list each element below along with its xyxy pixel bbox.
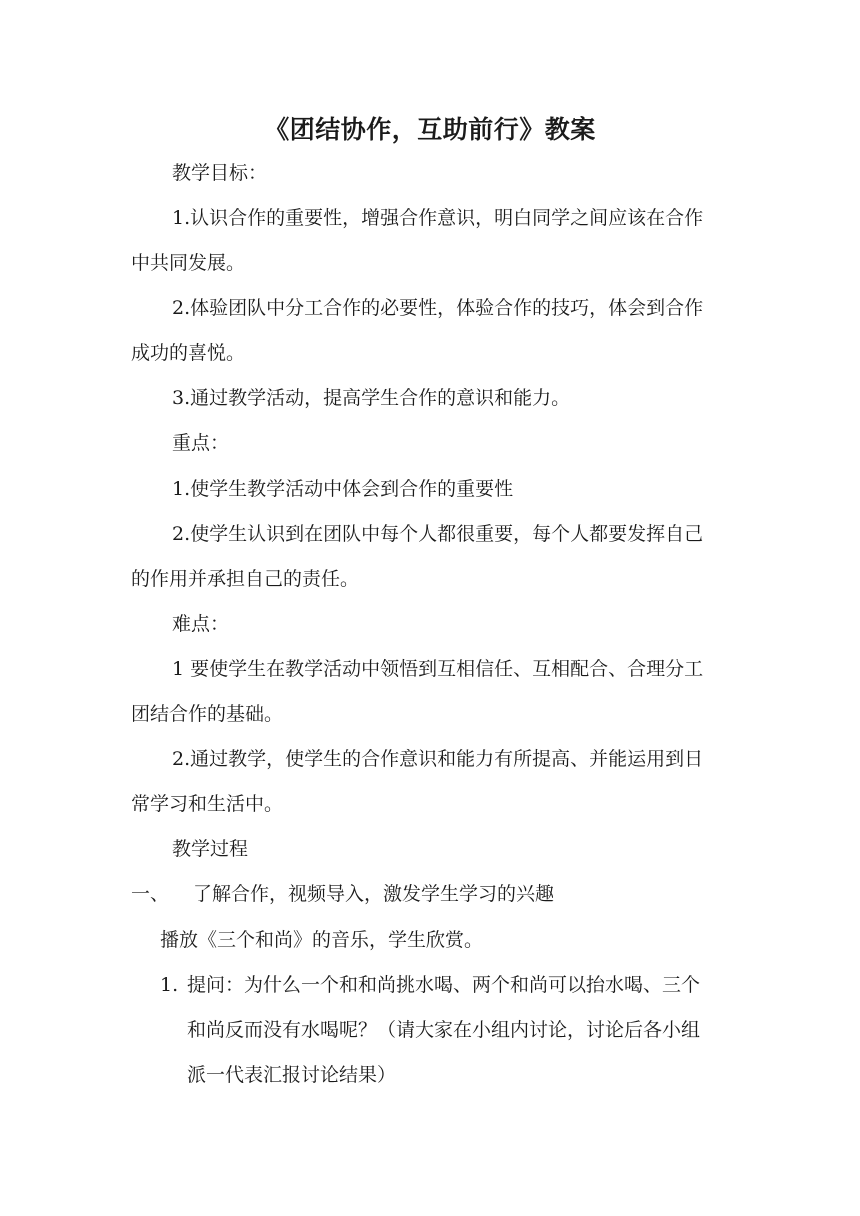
section-1-title: 了解合作，视频导入，激发学生学习的兴趣 bbox=[193, 883, 555, 905]
difficulty-2-line-1: 2.通过教学，使学生的合作意识和能力有所提高、并能运用到日 bbox=[172, 748, 704, 770]
document-title: 《团结协作，互助前行》教案 bbox=[264, 115, 596, 144]
process-heading: 教学过程 bbox=[172, 838, 249, 860]
objective-3: 3.通过教学活动，提高学生合作的意识和能力。 bbox=[172, 387, 571, 409]
objective-1-line-2: 中共同发展。 bbox=[131, 252, 246, 274]
key-point-2-line-2: 的作用并承担自己的责任。 bbox=[131, 568, 360, 590]
objective-2-line-1: 2.体验团队中分工合作的必要性，体验合作的技巧，体会到合作 bbox=[172, 297, 704, 319]
list-item-1-line-3: 派一代表汇报讨论结果） bbox=[187, 1064, 397, 1086]
difficulty-1-line-2: 团结合作的基础。 bbox=[131, 703, 284, 725]
key-points-heading: 重点： bbox=[172, 432, 230, 454]
list-item-1-line-1: 提问：为什么一个和和尚挑水喝、两个和尚可以抬水喝、三个 bbox=[187, 974, 701, 996]
section-1-number: 一、 bbox=[131, 883, 170, 905]
key-point-1: 1.使学生教学活动中体会到合作的重要性 bbox=[172, 478, 514, 500]
difficulty-1-line-1: 1 要使学生在教学活动中领悟到互相信任、互相配合、合理分工 bbox=[172, 658, 704, 680]
key-point-2-line-1: 2.使学生认识到在团队中每个人都很重要，每个人都要发挥自己 bbox=[172, 523, 704, 545]
objectives-heading: 教学目标： bbox=[172, 162, 268, 184]
play-instruction: 播放《三个和尚》的音乐，学生欣赏。 bbox=[160, 929, 484, 951]
list-item-1-number: 1. bbox=[160, 974, 179, 996]
list-item-1-line-2: 和尚反而没有水喝呢？（请大家在小组内讨论，讨论后各小组 bbox=[187, 1019, 701, 1041]
difficulties-heading: 难点： bbox=[172, 613, 230, 635]
objective-2-line-2: 成功的喜悦。 bbox=[131, 342, 246, 364]
objective-1-line-1: 1.认识合作的重要性，增强合作意识，明白同学之间应该在合作 bbox=[172, 207, 704, 229]
difficulty-2-line-2: 常学习和生活中。 bbox=[131, 793, 284, 815]
